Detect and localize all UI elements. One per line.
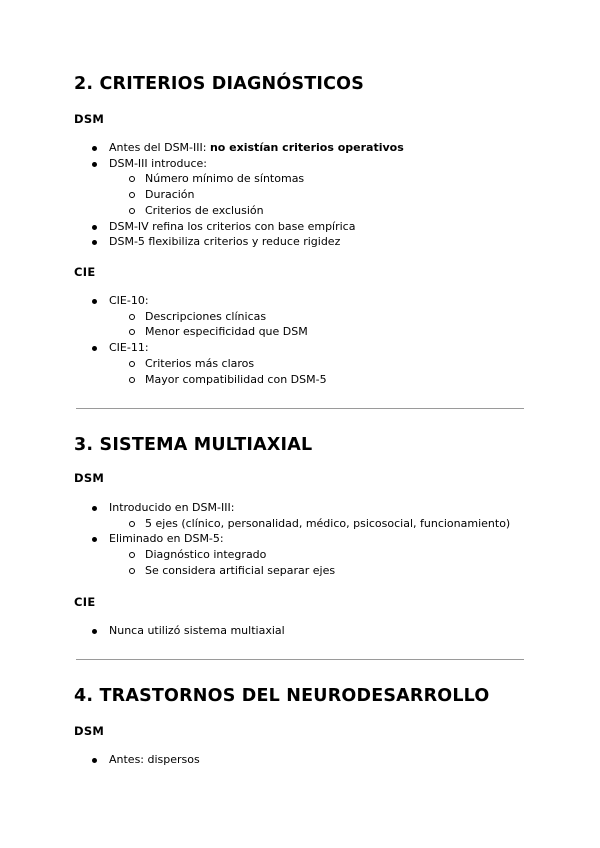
list-item: Criterios más claros xyxy=(145,356,327,372)
subsection-label-cie: CIE xyxy=(74,595,96,609)
sub-bullet-list xyxy=(145,171,404,218)
list-item: CIE-11: Criterios más claros Mayor compatibilidad con DSM-5 xyxy=(109,341,327,386)
list-item: Antes del DSM-III: no existían criterios operativos xyxy=(109,141,404,154)
list-item: CIE-10: Descripciones clínicas Menor especificidad que DSM xyxy=(109,293,327,340)
subsection-label-dsm: DSM xyxy=(74,112,105,126)
list-item: Criterios de exclusión xyxy=(145,203,404,219)
list-item: Número mínimo de síntomas xyxy=(145,171,404,187)
list-item: Menor especificidad que DSM xyxy=(145,324,327,340)
section-divider xyxy=(76,408,524,409)
subsection-label-cie: CIE xyxy=(74,265,96,279)
section-title: 2. CRITERIOS DIAGNÓSTICOS xyxy=(74,74,365,94)
list-item: DSM-III introduce: Número mínimo de síntomas Duración Criterios de exclusión xyxy=(109,156,404,219)
list-item: Antes: dispersos xyxy=(109,753,200,766)
list-item: Eliminado en DSM-5: Diagnóstico integrado Se considera artificial separar ejes xyxy=(109,531,510,578)
subsection-label-dsm: DSM xyxy=(74,471,105,485)
sub-bullet-list xyxy=(145,309,327,340)
section-title: 4. TRASTORNOS DEL NEURODESARROLLO xyxy=(74,686,490,706)
list-item: Descripciones clínicas xyxy=(145,309,327,325)
list-item: Diagnóstico integrado xyxy=(145,547,510,563)
sub-bullet-list xyxy=(145,547,510,578)
bold-text: no existían criterios operativos xyxy=(209,141,404,154)
list-item: DSM-IV refina los criterios con base empírica xyxy=(109,219,404,235)
list-item: DSM-5 flexibiliza criterios y reduce rigidez xyxy=(109,234,404,250)
subsection-label-dsm: DSM xyxy=(74,724,105,738)
list-item: Mayor compatibilidad con DSM-5 xyxy=(145,372,327,386)
bullet-list xyxy=(109,752,200,768)
sub-bullet-list xyxy=(145,516,510,532)
list-item: 5 ejes (clínico, personalidad, médico, psicosocial, funcionamiento) xyxy=(145,516,511,530)
list-item: Nunca utilizó sistema multiaxial xyxy=(109,624,285,637)
section-title: 3. SISTEMA MULTIAXIAL xyxy=(74,435,313,455)
section-divider xyxy=(76,659,524,660)
list-item: Duración xyxy=(145,187,404,203)
bullet-list xyxy=(109,500,510,579)
sub-bullet-list xyxy=(145,356,327,387)
list-item: Introducido en DSM-III: 5 ejes (clínico, personalidad, médico, psicosocial, funcionamiento) xyxy=(109,501,511,530)
bullet-list xyxy=(109,293,327,387)
bullet-list xyxy=(109,623,285,639)
bullet-list xyxy=(109,140,404,250)
list-item: Se considera artificial separar ejes xyxy=(145,563,510,579)
